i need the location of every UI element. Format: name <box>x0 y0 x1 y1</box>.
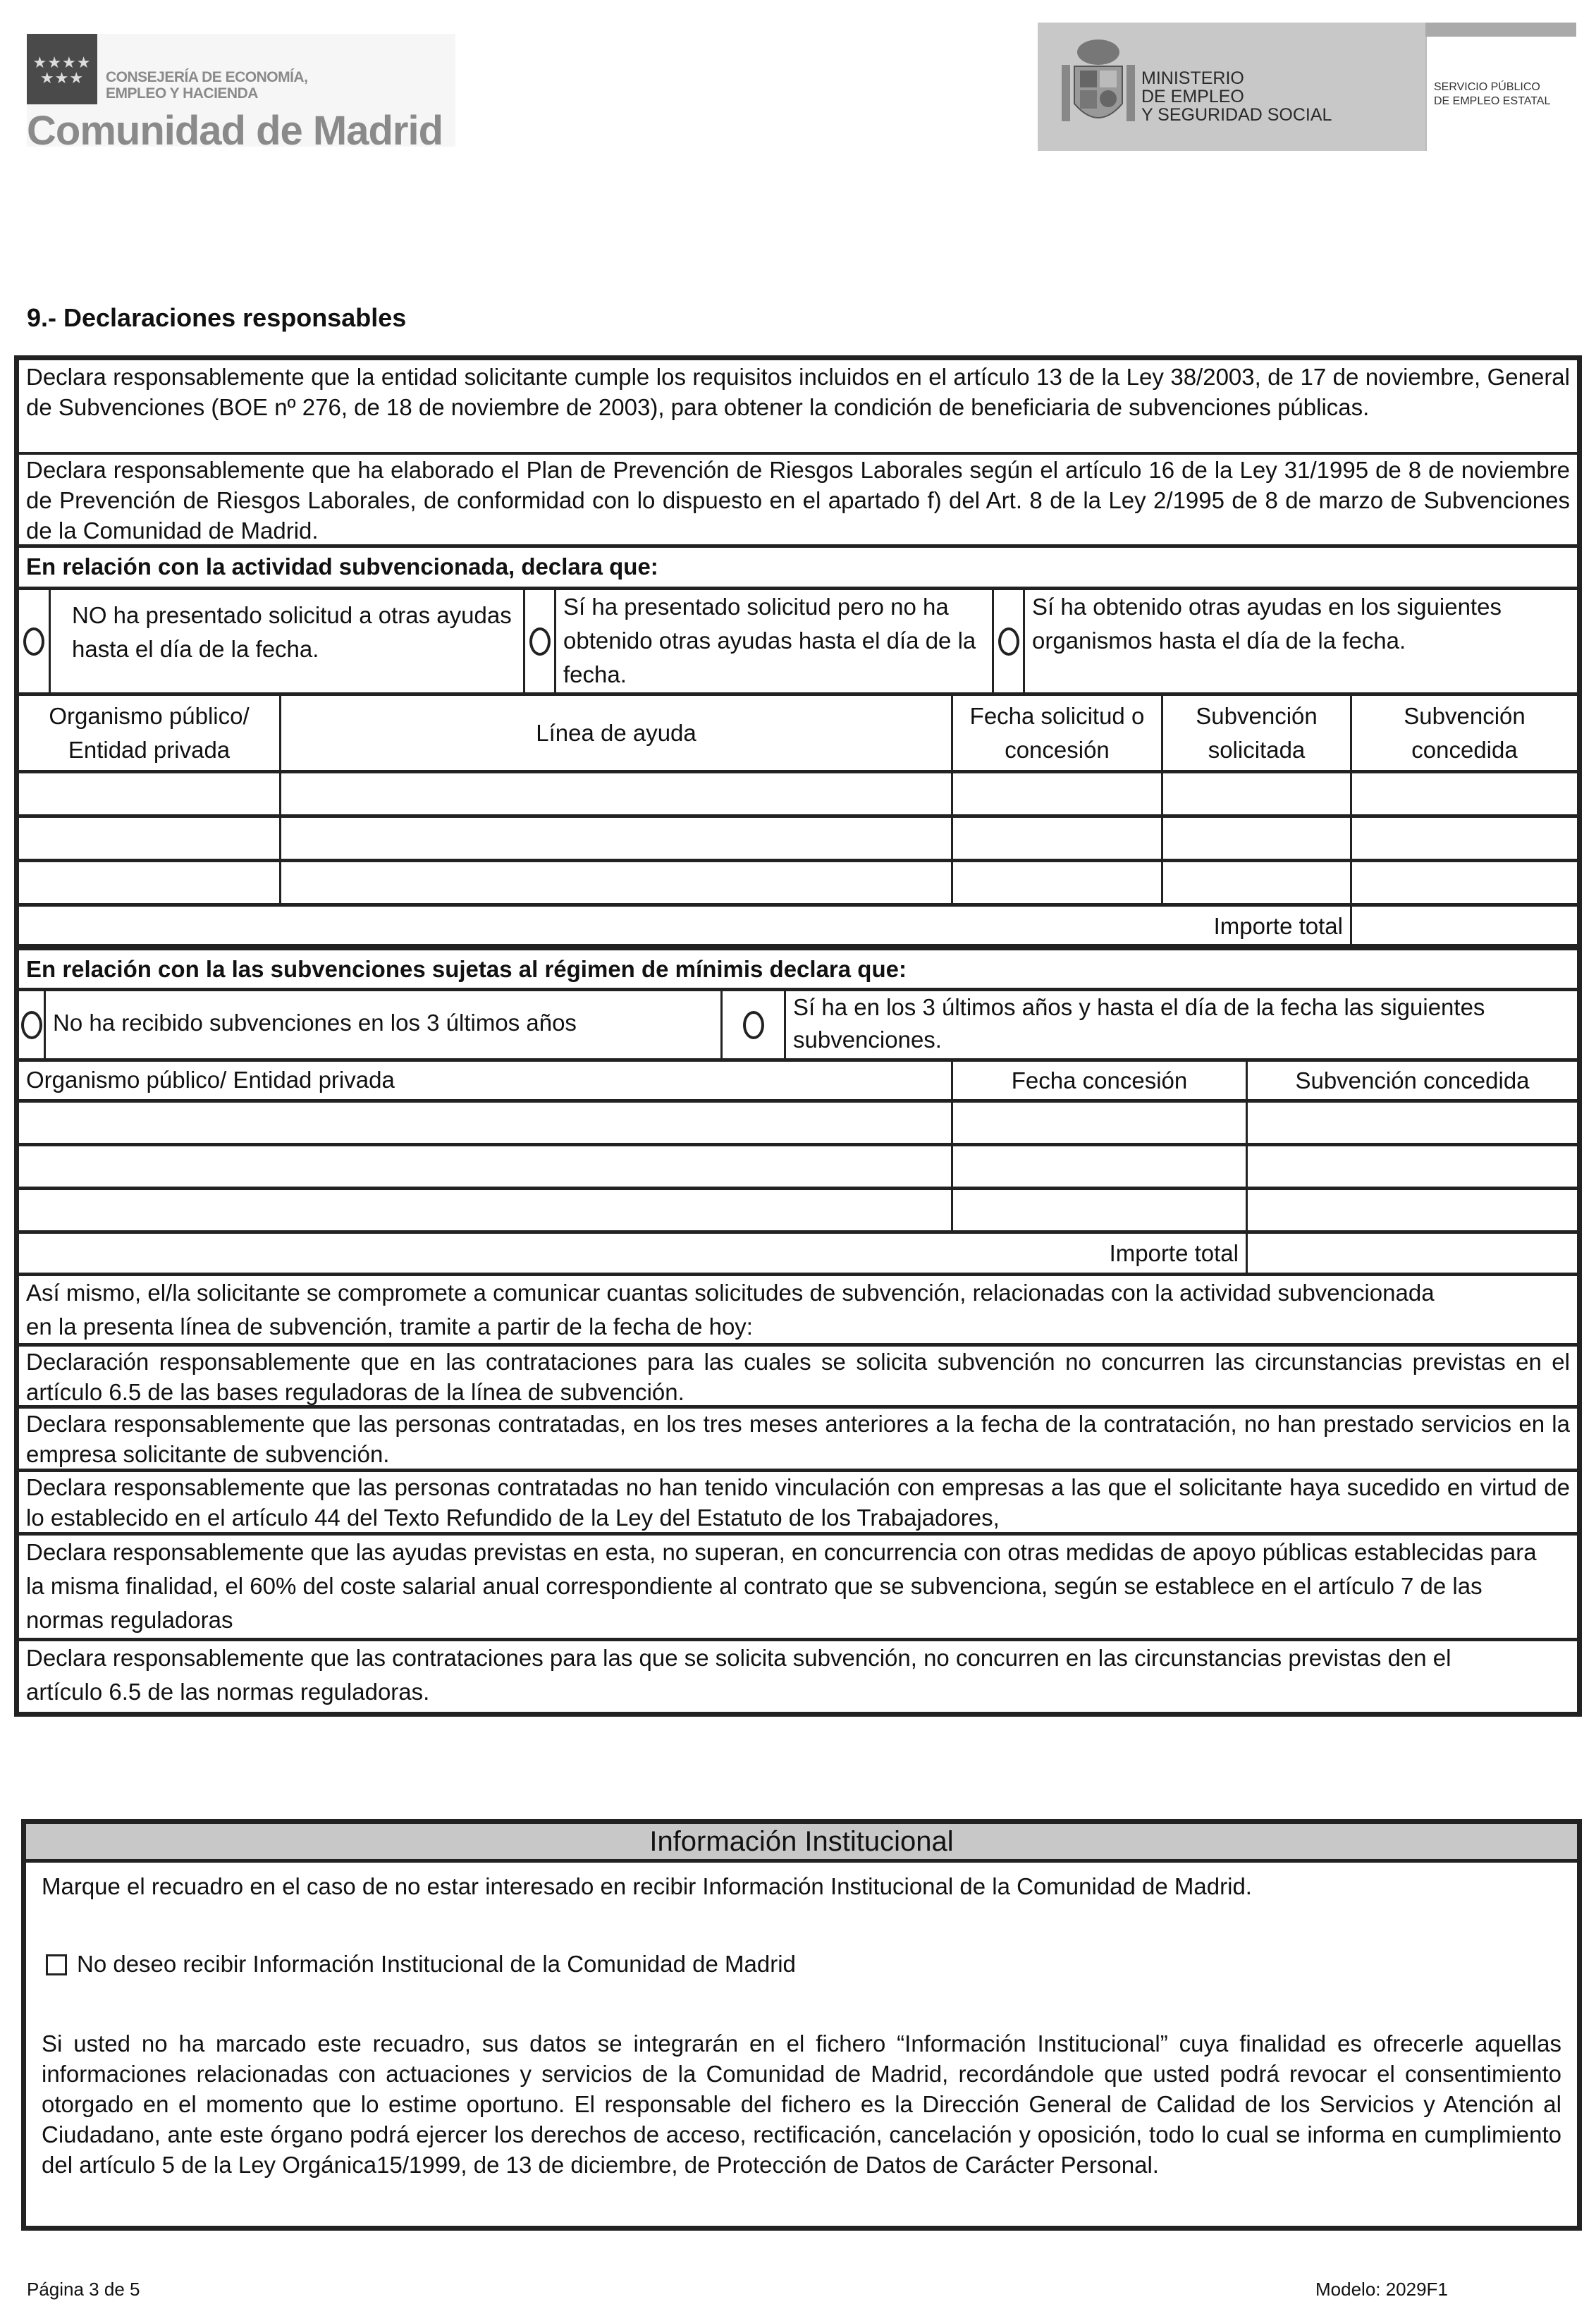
total-value[interactable] <box>1352 907 1577 944</box>
col-linea-ayuda: Línea de ayuda <box>281 696 953 770</box>
col-subvencion-solicitada: Subvención solicitada <box>1163 696 1352 770</box>
section-title: 9.- Declaraciones responsables <box>27 303 407 332</box>
cell-fecha[interactable] <box>953 1103 1248 1143</box>
logo-department <box>106 69 307 102</box>
option-label: Sí ha presentado solicitud pero no ha obtenido otras ayudas hasta el día de la fecha. <box>563 594 976 687</box>
page-number: Página 3 de 5 <box>27 2279 140 2300</box>
radio-si-minimis[interactable] <box>723 991 786 1058</box>
sepe-line: SERVICIO PÚBLICO <box>1434 81 1540 93</box>
cell-fecha[interactable] <box>953 773 1163 814</box>
radio-icon[interactable] <box>21 1011 42 1039</box>
no-info-checkbox-label[interactable]: No deseo recibir Información Institucional de la Comunidad de Madrid <box>77 1951 796 1977</box>
radio-icon[interactable] <box>529 627 551 656</box>
radio-icon[interactable] <box>23 627 44 656</box>
option-ayuda-obtenida <box>1025 590 1577 692</box>
declaration-text: Declaración responsablemente que en las contrataciones para las cuales se solicita subvención no concurren las circunstancias previstas en el artículo 6.5 de las bases reguladoras de la línea de subvención. <box>26 1349 1570 1405</box>
option-si-minimis <box>786 991 1577 1058</box>
minimis-table-row <box>19 1146 1577 1190</box>
cell-linea[interactable] <box>281 862 953 903</box>
cell-solicitada[interactable] <box>1163 862 1352 903</box>
cell-concedida[interactable] <box>1352 773 1577 814</box>
model-number: Modelo: 2029F1 <box>1315 2279 1448 2300</box>
minimis-table-row <box>19 1103 1577 1146</box>
cell-organismo[interactable] <box>19 1103 953 1143</box>
activity-heading-row <box>19 548 1577 590</box>
sepe-bar <box>1425 23 1576 37</box>
minimis-table-row <box>19 1190 1577 1234</box>
ministry-line: DE EMPLEO <box>1141 87 1244 106</box>
cell-fecha[interactable] <box>953 862 1163 903</box>
declaration-7 <box>19 1641 1577 1712</box>
radio-solicitud-sin-ayuda[interactable] <box>525 590 556 692</box>
cell-fecha[interactable] <box>953 1146 1248 1187</box>
cell-organismo[interactable] <box>19 818 281 859</box>
option-no-solicitud <box>51 590 525 692</box>
cell-organismo[interactable] <box>19 773 281 814</box>
declaration-4 <box>19 1409 1577 1472</box>
coat-of-arms-icon <box>1059 37 1138 132</box>
radio-icon[interactable] <box>743 1011 764 1039</box>
option-label: No ha recibido subvenciones en los 3 últimos años <box>53 1010 577 1036</box>
declaration-text: Declara responsablemente que ha elaborado el Plan de Prevención de Riesgos Laborales según el artículo 16 de la Ley 31/1995 de 8 de noviembre de Prevención de Riesgos Laborales, de conformidad con lo dispuesto en el apartado f) del Art. 8 de la Ley 2/1995 de 8 de marzo de Subvenciones de la Comunidad de Madrid. <box>26 457 1570 544</box>
minimis-total-row <box>19 1234 1577 1276</box>
radio-icon[interactable] <box>998 627 1019 656</box>
ministry-line: MINISTERIO <box>1141 68 1244 88</box>
option-solicitud-sin-ayuda <box>556 590 994 692</box>
no-info-checkbox[interactable] <box>46 1954 67 1975</box>
cell-organismo[interactable] <box>19 1190 953 1230</box>
declaration-text: Declara responsablemente que la entidad solicitante cumple los requisitos incluidos en el artículo 13 de la Ley 38/2003, de 17 de noviembre, General de Subvenciones (BOE nº 276, de 18 de noviembre de 2003), para obtener la condición de beneficiaria de subvenciones públicas. <box>26 364 1570 420</box>
col-subvencion-concedida: Subvención concedida <box>1404 702 1526 763</box>
activity-table-row <box>19 862 1577 907</box>
minimis-heading: En relación con la las subvenciones sujetas al régimen de mínimis declara que: <box>26 956 907 982</box>
col-fecha-solicitud: Fecha solicitud o concesión <box>953 696 1163 770</box>
activity-options-row <box>19 590 1577 696</box>
minimis-table-header <box>19 1062 1577 1103</box>
declaration-text: Declara responsablemente que las personas contratadas no han tenido vinculación con empresas a las que el solicitante haya sucedido en virtud de lo establecido en el artículo 44 del Texto Refundido de la Ley del Estatuto de los Trabajadores, <box>26 1474 1570 1531</box>
declaration-text: Declara responsablemente que las personas contratadas, en los tres meses anteriores a la fecha de la contratación, no han prestado servicios en la empresa solicitante de subvención. <box>26 1411 1570 1467</box>
cell-concedida[interactable] <box>1248 1103 1577 1143</box>
cell-organismo[interactable] <box>19 862 281 903</box>
ministerio-empleo-logo <box>1038 23 1576 151</box>
minimis-options-row <box>19 991 1577 1062</box>
activity-table-row <box>19 773 1577 818</box>
total-label: Importe total <box>19 907 1352 944</box>
cell-solicitada[interactable] <box>1163 818 1352 859</box>
total-value[interactable] <box>1248 1234 1577 1273</box>
cell-organismo[interactable] <box>19 1146 953 1187</box>
col-fecha-concesion: Fecha concesión <box>953 1062 1248 1099</box>
cell-fecha[interactable] <box>953 1190 1248 1230</box>
commitment-row <box>19 1276 1577 1347</box>
activity-total-row <box>19 907 1577 950</box>
declaration-text: Declara responsablemente que las ayudas previstas en esta, no superan, en concurrencia con otras medidas de apoyo públicas establecidas para la misma finalidad, el 60% del coste salarial anual correspondiente al contrato que se subvenciona, según se establece en el artículo 7 de las normas reguladoras <box>26 1539 1537 1633</box>
option-label: NO ha presentado solicitud a otras ayudas hasta el día de la fecha. <box>72 602 512 662</box>
activity-heading: En relación con la actividad subvencionada, declara que: <box>26 553 658 580</box>
option-no-minimis <box>46 991 723 1058</box>
declarations-form <box>14 355 1582 1717</box>
activity-table-row <box>19 818 1577 862</box>
total-label: Importe total <box>19 1234 1248 1273</box>
radio-no-solicitud[interactable] <box>19 590 51 692</box>
logo-name: Comunidad de Madrid <box>27 108 443 154</box>
option-label: Sí ha obtenido otras ayudas en los siguientes organismos hasta el día de la fecha. <box>1032 594 1502 654</box>
declaration-2 <box>19 455 1577 548</box>
ministry-line: Y SEGURIDAD SOCIAL <box>1141 105 1332 125</box>
ministry-name <box>1141 69 1332 124</box>
cell-solicitada[interactable] <box>1163 773 1352 814</box>
logo-department-line: CONSEJERÍA DE ECONOMÍA, <box>106 69 308 85</box>
col-organismo: Organismo público/ Entidad privada <box>19 1062 953 1099</box>
comunidad-de-madrid-logo <box>27 34 455 154</box>
col-organismo: Organismo público/ Entidad privada <box>19 696 281 770</box>
cell-fecha[interactable] <box>953 818 1163 859</box>
activity-table-header <box>19 696 1577 773</box>
declaration-3 <box>19 1347 1577 1409</box>
declaration-text: Declara responsablemente que las contrataciones para las que se solicita subvención, no concurren en las circunstancias previstas den el artículo 6.5 de las normas reguladoras. <box>26 1645 1451 1705</box>
info-institucional-box <box>21 1819 1582 2231</box>
info-privacy-paragraph: Si usted no ha marcado este recuadro, sus datos se integrarán en el fichero “Información Institucional” cuya finalidad es ofrecerle aquellas informaciones relacionadas con actuaciones y servicios de la Comunidad de Madrid, recordándole que usted podrá revocar el consentimiento otorgado en el momento que lo estime oportuno. El responsable del fichero es la Dirección General de Calidad de los Servicios y Atención al Ciudadano, ante este órgano podrá ejercer los derechos de acceso, rectificación, cancelación y oposición, todo lo cual se informa en cumplimiento del artículo 5 de la Ley Orgánica15/1999, de 13 de diciembre, de Protección de Datos de Carácter Personal. <box>42 2030 1561 2178</box>
cell-linea[interactable] <box>281 773 953 814</box>
declaration-5 <box>19 1472 1577 1536</box>
radio-no-minimis[interactable] <box>19 991 46 1058</box>
info-instruction: Marque el recuadro en el caso de no estar interesado en recibir Información Institucional de la Comunidad de Madrid. <box>42 1873 1252 1899</box>
option-label: Sí ha en los 3 últimos años y hasta el día de la fecha las siguientes subvenciones. <box>793 994 1485 1053</box>
commitment-text: Así mismo, el/la solicitante se compromete a comunicar cuantas solicitudes de subvención, relacionadas con la actividad subvencionada en la presenta línea de subvención, tramite a partir de la fecha de hoy: <box>26 1280 1435 1340</box>
info-title: Información Institucional <box>26 1824 1577 1863</box>
cell-concedida[interactable] <box>1352 862 1577 903</box>
cell-linea[interactable] <box>281 818 953 859</box>
cell-concedida[interactable] <box>1248 1146 1577 1187</box>
madrid-flag-icon: ★★★★ ★★★ <box>27 34 97 104</box>
declaration-6 <box>19 1536 1577 1641</box>
col-subvencion-concedida: Subvención concedida <box>1295 1067 1530 1093</box>
declaration-1 <box>19 360 1577 455</box>
sepe-logo <box>1425 37 1576 151</box>
minimis-heading-row <box>19 950 1577 991</box>
radio-ayuda-obtenida[interactable] <box>994 590 1025 692</box>
logo-department-line: EMPLEO Y HACIENDA <box>106 85 258 102</box>
cell-concedida[interactable] <box>1248 1190 1577 1230</box>
sepe-line: DE EMPLEO ESTATAL <box>1434 95 1551 107</box>
cell-concedida[interactable] <box>1352 818 1577 859</box>
